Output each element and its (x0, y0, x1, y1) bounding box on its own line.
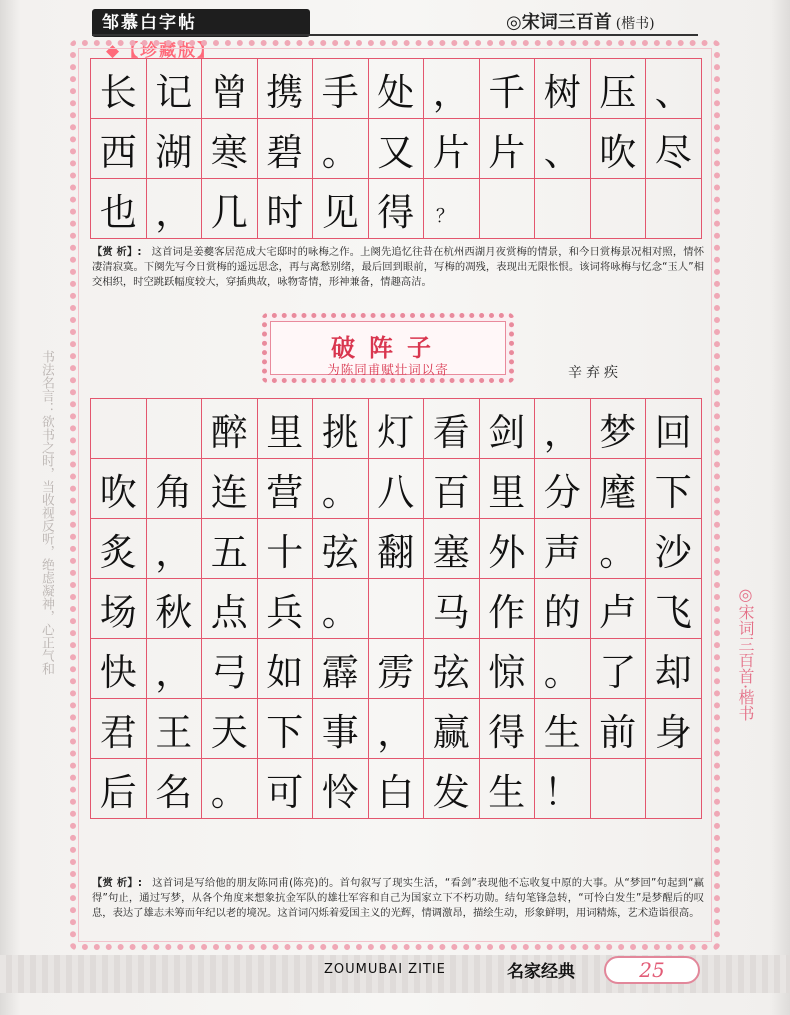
grid-cell (646, 459, 702, 519)
grid-cell (369, 579, 425, 639)
glyph: 。 (321, 130, 359, 174)
grid-cell (535, 399, 591, 459)
grid-cell (369, 459, 425, 519)
glyph: 事 (321, 710, 359, 754)
glyph: 手 (321, 70, 359, 114)
glyph: 秋 (155, 590, 193, 634)
grid-cell (535, 519, 591, 579)
poem1-commentary (92, 245, 704, 290)
grid-cell (591, 459, 647, 519)
glyph: 卢 (599, 590, 637, 634)
grid-cell (591, 399, 647, 459)
grid-cell (535, 59, 591, 119)
series-badge (92, 9, 310, 61)
grid-cell (313, 519, 369, 579)
grid-cell (591, 699, 647, 759)
glyph: 尽 (654, 130, 692, 174)
grid-cell (424, 699, 480, 759)
grid-cell (147, 459, 203, 519)
glyph: 怜 (321, 770, 359, 814)
grid-cell (646, 519, 702, 579)
grid-cell (424, 519, 480, 579)
glyph: 碧 (266, 130, 304, 174)
grid-cell (147, 579, 203, 639)
glyph: 白 (377, 770, 415, 814)
glyph: 下 (266, 710, 304, 754)
glyph: 。 (321, 590, 359, 634)
grid-cell (480, 639, 536, 699)
glyph: 、 (654, 70, 692, 114)
grid-cell (480, 579, 536, 639)
grid-cell (646, 759, 702, 819)
grid-cell (424, 639, 480, 699)
grid-cell (91, 59, 147, 119)
grid-cell (646, 119, 702, 179)
glyph: 点 (210, 590, 248, 634)
grid-cell (258, 519, 314, 579)
grid-cell (147, 59, 203, 119)
grid-cell (313, 699, 369, 759)
grid-cell (91, 399, 147, 459)
grid-cell (369, 119, 425, 179)
grid-cell (369, 519, 425, 579)
glyph: 又 (377, 130, 415, 174)
grid-cell (313, 179, 369, 239)
grid-cell (369, 59, 425, 119)
grid-cell (202, 759, 258, 819)
grid-cell (147, 519, 203, 579)
grid-cell (202, 699, 258, 759)
glyph: 营 (266, 470, 304, 514)
grid-cell (480, 759, 536, 819)
glyph: 醉 (210, 410, 248, 454)
grid-cell (369, 699, 425, 759)
glyph: 马 (432, 590, 470, 634)
glyph: 弓 (210, 650, 248, 694)
grid-cell (202, 579, 258, 639)
commentary-label: 【赏 析】: (92, 246, 142, 258)
glyph: 挑 (321, 410, 359, 454)
glyph: 飞 (654, 590, 692, 634)
glyph: 塞 (432, 530, 470, 574)
grid-cell (424, 179, 480, 239)
glyph: 如 (266, 650, 304, 694)
grid-cell (424, 119, 480, 179)
grid-cell (591, 179, 647, 239)
glyph: 分 (543, 470, 581, 514)
glyph: 压 (599, 70, 637, 114)
grid-cell (147, 119, 203, 179)
glyph: 下 (654, 470, 692, 514)
grid-cell (369, 179, 425, 239)
book-title-sidebar: ◎宋词三百首·楷书 (736, 585, 755, 722)
book-title-text: ◎宋词三百首 (506, 12, 612, 33)
grid-cell (202, 519, 258, 579)
grid-cell (313, 59, 369, 119)
grid-cell (535, 759, 591, 819)
glyph: 。 (599, 530, 637, 574)
grid-cell (147, 639, 203, 699)
glyph: 曾 (210, 70, 248, 114)
glyph: 记 (155, 70, 193, 114)
glyph: 兵 (266, 590, 304, 634)
grid-cell (535, 119, 591, 179)
grid-cell (91, 519, 147, 579)
grid-cell (424, 759, 480, 819)
poem-author: 辛弃疾 (568, 365, 622, 381)
grid-cell (147, 179, 203, 239)
header-rule (92, 34, 698, 36)
book-style: (楷书) (615, 16, 655, 32)
glyph: ？ (436, 206, 454, 227)
glyph: 回 (654, 410, 692, 454)
grid-cell (424, 59, 480, 119)
grid-cell (258, 179, 314, 239)
grid-cell (535, 639, 591, 699)
glyph: ， (155, 650, 193, 694)
glyph: 雳 (377, 650, 415, 694)
glyph: 片 (432, 130, 470, 174)
grid-cell (535, 699, 591, 759)
glyph: 。 (543, 650, 581, 694)
title-inner (270, 321, 506, 375)
grid-cell (369, 759, 425, 819)
grid-cell (480, 399, 536, 459)
glyph: 西 (99, 130, 137, 174)
poem-title-box (262, 313, 514, 383)
glyph: ， (543, 410, 581, 454)
glyph: 时 (266, 190, 304, 234)
grid-cell (91, 459, 147, 519)
glyph: 弦 (321, 530, 359, 574)
commentary-text: 这首词是姜夔客居范成大宅邸时的咏梅之作。上阕先追忆往昔在杭州西湖月夜赏梅的情景，和今日赏梅景况相对照，情怀凄清寂寞。下阕先写今日赏梅的遥远思念，再与离愁别绪，最后回到眼前，写梅的凋残，表现出无限怅恨。该词将咏梅与忆念“玉人”相交相织，时空跳跃幅度较大，穿插典故，咏物寄情，形神兼备，情趣高洁。 (92, 246, 705, 288)
glyph: 吹 (599, 130, 637, 174)
glyph: 前 (599, 710, 637, 754)
grid-cell (480, 459, 536, 519)
poem-subtitle: 为陈同甫赋壮词以寄 (327, 362, 449, 377)
glyph: 得 (377, 190, 415, 234)
grid-cell (424, 459, 480, 519)
grid-cell (91, 119, 147, 179)
glyph: 却 (654, 650, 692, 694)
glyph: 了 (599, 650, 637, 694)
glyph: 梦 (599, 410, 637, 454)
grid-cell (646, 579, 702, 639)
grid-cell (591, 579, 647, 639)
glyph: 里 (488, 470, 526, 514)
glyph: 霹 (321, 650, 359, 694)
grid-cell (91, 699, 147, 759)
glyph: 十 (266, 530, 304, 574)
glyph: 百 (432, 470, 470, 514)
series-name: 邹慕白字帖 (102, 13, 197, 33)
grid-cell (646, 59, 702, 119)
edition-label: ◆【珍藏版】 (106, 41, 217, 61)
grid-cell (480, 699, 536, 759)
glyph: ！ (543, 770, 581, 814)
glyph: 八 (377, 470, 415, 514)
glyph: 王 (155, 710, 193, 754)
page-number: 25 (604, 956, 700, 984)
glyph: 。 (210, 770, 248, 814)
grid-cell (369, 639, 425, 699)
glyph: 里 (266, 410, 304, 454)
grid-cell (535, 459, 591, 519)
grid-cell (202, 59, 258, 119)
grid-cell (202, 459, 258, 519)
footer-pinyin: ZOUMUBAI ZITIE (324, 962, 446, 977)
glyph: 炙 (99, 530, 137, 574)
glyph: 翻 (377, 530, 415, 574)
glyph: 片 (488, 130, 526, 174)
glyph: ， (377, 710, 415, 754)
glyph: 天 (210, 710, 248, 754)
grid-cell (424, 579, 480, 639)
glyph: 灯 (377, 410, 415, 454)
grid-cell (147, 399, 203, 459)
glyph: 可 (266, 770, 304, 814)
glyph: 湖 (155, 130, 193, 174)
poem2-grid (90, 398, 702, 819)
grid-cell (313, 579, 369, 639)
grid-cell (535, 579, 591, 639)
glyph: 的 (543, 590, 581, 634)
commentary-text: 这首词是写给他的朋友陈同甫(陈亮)的。首句叙写了现实生活，“看剑”表现他不忘收复中原的大事。从“梦回”句起到“赢得”句止，通过写梦，从各个角度来想象抗金军队的雄壮军容和自己为国家立下不朽功勋。结句笔锋急转，“可怜白发生”是梦醒后的叹息，表达了雄志未筹而年纪以老的境况。这首词闪烁着爱国主义的光辉，情调激昂，描绘生动，形象鲜明，用词精炼，艺术造诣很高。 (92, 877, 704, 919)
poem2-commentary (92, 876, 704, 921)
grid-cell (258, 59, 314, 119)
glyph: 连 (210, 470, 248, 514)
glyph: 场 (99, 590, 137, 634)
glyph: ， (432, 70, 470, 114)
glyph: 弦 (432, 650, 470, 694)
grid-cell (258, 759, 314, 819)
grid-cell (313, 119, 369, 179)
glyph: 生 (543, 710, 581, 754)
poem1-grid (90, 58, 702, 239)
grid-cell (646, 699, 702, 759)
glyph: 麾 (599, 470, 637, 514)
grid-cell (202, 399, 258, 459)
grid-cell (591, 639, 647, 699)
glyph: 名 (155, 770, 193, 814)
footer-classic: 名家经典 (507, 962, 575, 982)
grid-cell (369, 399, 425, 459)
glyph: 得 (488, 710, 526, 754)
glyph: 剑 (488, 410, 526, 454)
glyph: 声 (543, 530, 581, 574)
grid-cell (313, 759, 369, 819)
glyph: 生 (488, 770, 526, 814)
glyph: 、 (543, 130, 581, 174)
grid-cell (480, 119, 536, 179)
book-title (506, 9, 655, 37)
grid-cell (147, 759, 203, 819)
glyph: 后 (99, 770, 137, 814)
glyph: 携 (266, 70, 304, 114)
glyph: 树 (543, 70, 581, 114)
glyph: 快 (99, 650, 137, 694)
glyph: 惊 (488, 650, 526, 694)
grid-cell (313, 639, 369, 699)
glyph: 发 (432, 770, 470, 814)
glyph: 。 (321, 470, 359, 514)
glyph: 外 (488, 530, 526, 574)
commentary-label: 【赏 析】: (92, 877, 143, 889)
grid-cell (258, 699, 314, 759)
grid-cell (91, 179, 147, 239)
grid-cell (91, 579, 147, 639)
glyph: 也 (99, 190, 137, 234)
grid-cell (646, 639, 702, 699)
grid-cell (258, 399, 314, 459)
grid-cell (202, 179, 258, 239)
grid-cell (480, 59, 536, 119)
glyph: 作 (488, 590, 526, 634)
grid-cell (91, 759, 147, 819)
grid-cell (313, 399, 369, 459)
glyph: ， (155, 530, 193, 574)
poem-title: 破阵子 (331, 334, 445, 362)
grid-cell (91, 639, 147, 699)
glyph: 几 (210, 190, 248, 234)
grid-cell (258, 579, 314, 639)
calligraphy-quote-sidebar: 书法名言：欲书之时，当收视反听，绝虑凝神，心正气和 (39, 350, 54, 675)
grid-cell (591, 119, 647, 179)
grid-cell (646, 399, 702, 459)
glyph: 寒 (210, 130, 248, 174)
glyph: 五 (210, 530, 248, 574)
grid-cell (480, 179, 536, 239)
grid-cell (202, 119, 258, 179)
glyph: 赢 (432, 710, 470, 754)
glyph: ， (155, 190, 193, 234)
grid-cell (535, 179, 591, 239)
grid-cell (202, 639, 258, 699)
glyph: 君 (99, 710, 137, 754)
grid-cell (480, 519, 536, 579)
glyph: 吹 (99, 470, 137, 514)
glyph: 长 (99, 70, 137, 114)
glyph: 角 (155, 470, 193, 514)
grid-cell (147, 699, 203, 759)
grid-cell (258, 459, 314, 519)
glyph: 见 (321, 190, 359, 234)
grid-cell (258, 119, 314, 179)
grid-cell (591, 59, 647, 119)
grid-cell (424, 399, 480, 459)
grid-cell (591, 759, 647, 819)
grid-cell (313, 459, 369, 519)
glyph: 看 (432, 410, 470, 454)
grid-cell (258, 639, 314, 699)
grid-cell (591, 519, 647, 579)
glyph: 沙 (654, 530, 692, 574)
glyph: 身 (654, 710, 692, 754)
glyph: 处 (377, 70, 415, 114)
grid-cell (646, 179, 702, 239)
glyph: 千 (488, 70, 526, 114)
